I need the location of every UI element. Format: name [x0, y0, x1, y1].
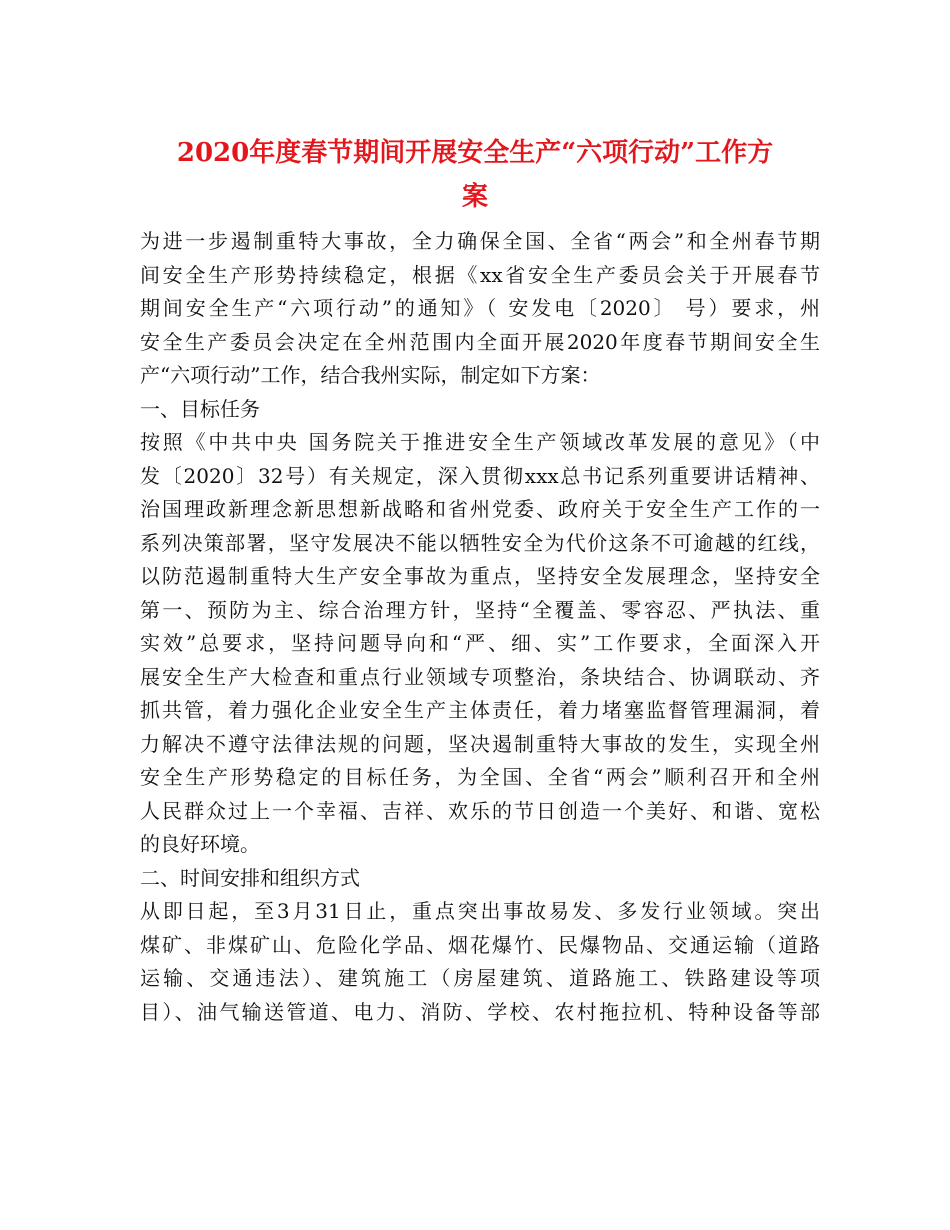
body-text-line: 安全生产委员会决定在全州范围内全面开展2020年度春节期间安全生 — [140, 329, 820, 354]
body-text-line: 力解决不遵守法律法规的问题，坚决遏制重特大事故的发生，实现全州 — [140, 731, 820, 756]
body-text-line: 第一、预防为主、综合治理方针，坚持“全覆盖、零容忍、严执法、重 — [140, 597, 820, 622]
body-text-line: 运输、交通违法）、建筑施工（房屋建筑、道路施工、铁路建设等项 — [140, 966, 820, 990]
body-text-line: 实效”总要求，坚持问题导向和“严、细、实”工作要求，全面深入开 — [140, 631, 820, 655]
body-text-line: 间安全生产形势持续稳定，根据《xx省安全生产委员会关于开展春节 — [140, 262, 820, 287]
body-text-line: 一、目标任务 — [140, 396, 260, 421]
document-title-line-1: 2020年度春节期间开展安全生产“六项行动”工作方 — [176, 138, 774, 168]
body-text-line: 发〔2020〕32号）有关规定，深入贯彻xxx总书记系列重要讲话精神、 — [140, 463, 820, 488]
body-text-line: 按照《中共中央 国务院关于推进安全生产领域改革发展的意见》（中 — [140, 430, 820, 454]
body-text-line: 为进一步遏制重特大事故，全力确保全国、全省“两会”和全州春节期 — [140, 229, 820, 253]
body-text-line: 从即日起，至3月31日止，重点突出事故易发、多发行业领域。突出 — [140, 899, 820, 923]
body-text-line: 产“六项行动”工作，结合我州实际，制定如下方案： — [140, 363, 601, 387]
body-text-line: 治国理政新理念新思想新战略和省州党委、政府关于安全生产工作的一 — [140, 497, 820, 521]
body-text-line: 二、时间安排和组织方式 — [140, 865, 360, 890]
body-text-line: 目）、油气输送管道、电力、消防、学校、农村拖拉机、特种设备等部 — [140, 999, 820, 1024]
body-text-line: 安全生产形势稳定的目标任务，为全国、全省“两会”顺利召开和全州 — [140, 765, 820, 789]
body-text-line: 展安全生产大检查和重点行业领域专项整治，条块结合、协调联动、齐 — [140, 664, 820, 689]
body-text-line: 的良好环境。 — [140, 832, 260, 856]
body-text-line: 人民群众过上一个幸福、吉祥、欢乐的节日创造一个美好、和谐、宽松 — [140, 798, 820, 823]
body-text-line: 煤矿、非煤矿山、危险化学品、烟花爆竹、民爆物品、交通运输（道路 — [140, 932, 820, 957]
body-text-line: 以防范遏制重特大生产安全事故为重点，坚持安全发展理念，坚持安全 — [140, 564, 820, 588]
body-text-line: 系列决策部署，坚守发展决不能以牺牲安全为代价这条不可逾越的红线， — [140, 530, 820, 555]
document-title-line-2: 案 — [461, 182, 488, 212]
body-text-line: 抓共管，着力强化企业安全生产主体责任，着力堵塞监督管理漏洞，着 — [140, 698, 820, 722]
body-text-line: 期间安全生产“六项行动”的通知》（ 安发电〔2020〕 号）要求，州 — [140, 296, 820, 320]
document-body — [140, 225, 820, 1029]
